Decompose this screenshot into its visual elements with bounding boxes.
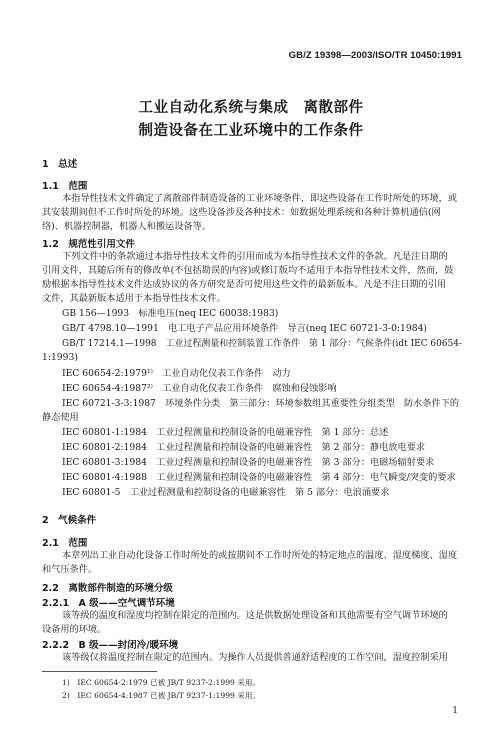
paragraph-line: 其安装期间但不工作时所处的环境。这些设备涉及各种技术：如数据处理系统和各种计算机通信(网 bbox=[42, 207, 441, 218]
paragraph-line: 该等级仅将温度控制在限定的范围内。为操作人员提供普通舒适程度的工作空间，湿度控制采用 bbox=[62, 652, 448, 663]
section-1-2-heading: 1.2 规范性引用文件 bbox=[42, 239, 135, 250]
reference-item: IEC 60654-2:1979¹⁾ 工业自动化仪表工作条件 动力 bbox=[62, 368, 291, 379]
section-2-1-heading: 2.1 范围 bbox=[42, 538, 88, 549]
paragraph-line: 络)、机器控制器，机器人和搬运设备等。 bbox=[42, 221, 211, 232]
reference-item: IEC 60801-4:1988 工业过程测量和控制设备的电磁兼容性 第 4 部分：电气瞬变/突变的要求 bbox=[62, 472, 456, 483]
paragraph-line: 设备用的环境。 bbox=[42, 624, 107, 635]
paragraph-line: 本指导性技术文件确定了离散部件制造设备的工业环境条件，即这些设备在工作时所处的环境，或 bbox=[62, 193, 458, 204]
section-2-2-2-heading: 2.2.2 B 级——封闭冷/暖环境 bbox=[42, 640, 179, 651]
reference-item: GB/T 17214.1—1998 工业过程测量和控制装置工作条件 第 1 部分：气候条件(idt IEC 60654- bbox=[62, 338, 462, 349]
paragraph-line: 该等级的温度和湿度均控制在限定的范围内。这是供数据处理设备和其他需要有空气调节环境的 bbox=[62, 610, 448, 621]
paragraph-line: 本章列出工业自动化设备工作时所处的或按期间不工作时所处的特定地点的温度、湿度梯度、湿度 bbox=[62, 550, 458, 561]
document-title-line-2: 制造设备在工业环境中的工作条件 bbox=[138, 123, 364, 139]
reference-item: IEC 60654-4:1987²⁾ 工业自动化仪表工作条件 腐蚀和侵蚀影响 bbox=[62, 383, 337, 394]
paragraph-line: 励根据本指导性技术文件达成协议的各方研究是否可使用这些文件的最新版本。凡是不注日期的引用 bbox=[42, 279, 447, 290]
reference-item: IEC 60801-2:1984 工业过程测量和控制设备的电磁兼容性 第 2 部分：静电放电要求 bbox=[62, 442, 426, 453]
footnote-1: 1) IEC 60654-2:1979 已被 JB/T 9237-2:1999 采用。 bbox=[62, 678, 261, 687]
standard-number-header: GB/Z 19398—2003/ISO/TR 10450:1991 bbox=[288, 50, 462, 61]
document-title-line-1: 工业自动化系统与集成 离散部件 bbox=[138, 100, 364, 116]
paragraph-line: 和气压条件。 bbox=[42, 564, 98, 575]
reference-item-continuation: 静态使用 bbox=[42, 412, 79, 423]
paragraph-line: 引用文件，其随后所有的修改单(不包括勘误的内容)或修订版均不适用于本指导性技术文件，然而，鼓 bbox=[42, 265, 454, 276]
reference-item: IEC 60801-1:1984 工业过程测量和控制设备的电磁兼容性 第 1 部分：总述 bbox=[62, 427, 389, 438]
paragraph-line: 下列文件中的条款通过本指导性技术文件的引用而成为本指导性技术文件的条款。凡是注日期的 bbox=[62, 251, 448, 262]
footnote-separator bbox=[42, 671, 157, 672]
section-2-heading: 2 气候条件 bbox=[42, 515, 97, 526]
section-1-heading: 1 总述 bbox=[42, 159, 78, 170]
reference-item: IEC 60721-3-3:1987 环境条件分类 第三部分：环境参数组其重要性分组类型 防水条件下的 bbox=[62, 398, 460, 409]
reference-item-continuation: 1:1993) bbox=[42, 352, 78, 363]
reference-item: IEC 60801-5 工业过程测量和控制设备的电磁兼容性 第 5 部分：电浪涌要求 bbox=[62, 487, 390, 498]
reference-item: IEC 60801-3:1984 工业过程测量和控制设备的电磁兼容性 第 3 部分：电磁场辐射要求 bbox=[62, 457, 435, 468]
section-1-1-heading: 1.1 范围 bbox=[42, 181, 88, 192]
reference-item: GB/T 4798.10—1991 电工电子产品应用环境条件 导言(neq IEC 60721-3-0:1984) bbox=[62, 323, 428, 334]
paragraph-line: 文件，其最新版本适用于本指导性技术文件。 bbox=[42, 293, 226, 304]
page-number: 1 bbox=[452, 706, 458, 716]
footnote-2: 2) IEC 60654-4:1987 已被 JB/T 9237-1:1999 采用。 bbox=[62, 691, 261, 700]
section-2-2-1-heading: 2.2.1 A 级——空气调节环境 bbox=[42, 598, 175, 609]
section-2-2-heading: 2.2 离散部件制造的环境分级 bbox=[42, 583, 173, 594]
reference-item: GB 156—1993 标准电压(neq IEC 60038:1983) bbox=[62, 308, 279, 319]
